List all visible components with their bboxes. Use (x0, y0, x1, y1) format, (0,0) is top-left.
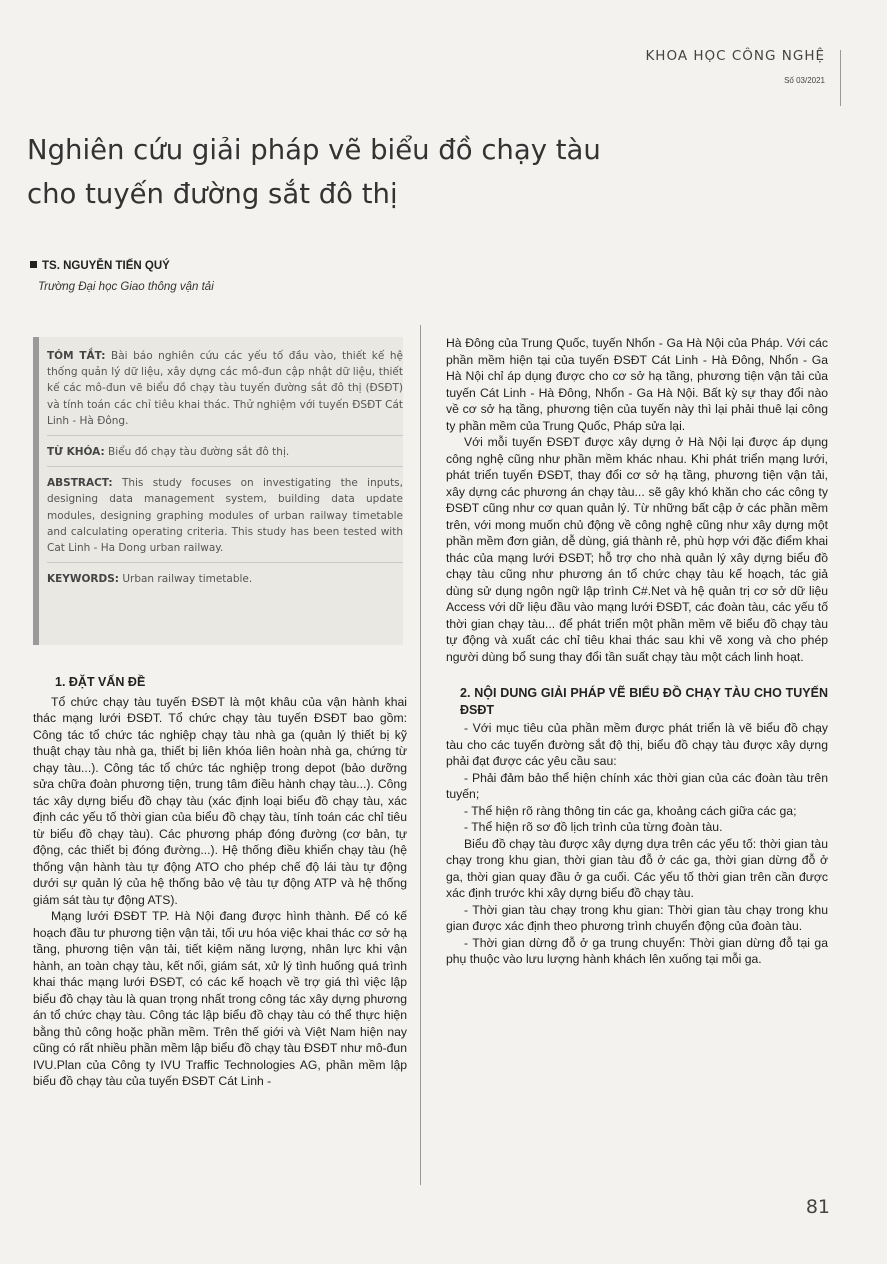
keywords-vi-block (47, 444, 403, 467)
list-item: - Thể hiện rõ ràng thông tin các ga, khoảng cách giữa các ga; (464, 803, 797, 818)
left-column (33, 674, 407, 1090)
running-header-issue: Số 03/2021 (784, 76, 825, 85)
paragraph: - Thời gian dừng đỗ ở ga trung chuyển: Thời gian dừng đỗ tại ga phụ thuộc vào lưu lượng hành khách lên xuống tại mỗi ga. (446, 935, 828, 966)
paragraph: Mạng lưới ĐSĐT TP. Hà Nội đang được hình thành. Để có kế hoạch đầu tư phương tiện vận tải, tối ưu hóa việc khai thác cơ sở hạ tầng, phương tiện vận tải, tiết kiệm năng lượng, nhân lực khi vận hành, an toàn chạy tàu, kết nối, giám sát, xử lý tình huống quá trình khai thác mạng lưới ĐSĐT, có các kế hoạch về trợ giá thì việc lập biểu đồ chạy tàu là quan trọng nhất trong công tác xây dựng phương án tổ chức chạy tàu. Công tác lập biểu đồ chạy tàu có thể thực hiện bằng thủ công hoặc phần mềm. Trên thế giới và Việt Nam hiện nay cũng có rất nhiều phần mềm lập biểu đồ chạy tàu ĐSĐT như mô-đun IVU.Plan của Công ty IVU Traffic Technologies AG, phần mềm lập biểu đồ chạy tàu của tuyến ĐSĐT Cát Linh - (33, 909, 407, 1088)
article-title-line1: Nghiên cứu giải pháp vẽ biểu đồ chạy tàu (27, 134, 601, 166)
section-heading-1: 1. ĐẶT VẤN ĐỀ (55, 675, 146, 689)
summary-text: Bài báo nghiên cứu các yếu tố đầu vào, thiết kế hệ thống quản lý dữ liệu, xây dựng các mô-đun cập nhật dữ liệu, thiết kế các mô-đun vẽ biểu đồ chạy tàu tuyến đường sắt đô thị (ĐSĐT) và tính toán các chỉ tiêu khai thác. Thử nghiệm với tuyến ĐSĐT Cát Linh - Hà Đông. (47, 350, 403, 427)
author-bullet-icon (30, 261, 37, 268)
author-line (30, 260, 170, 272)
page-number: 81 (805, 1196, 830, 1218)
abstract-en-block (47, 475, 403, 563)
header-rule (840, 50, 841, 106)
summary-block (47, 348, 403, 436)
article-title-line2: cho tuyến đường sắt đô thị (27, 178, 398, 210)
paragraph: Tổ chức chạy tàu tuyến ĐSĐT là một khâu của vận hành khai thác mạng lưới ĐSĐT. Tổ chức chạy tàu tuyến ĐSĐT bao gồm: Công tác tổ chức tác nghiệp chạy tàu nhà ga (quản lý thiết bị kỹ thuật chạy tàu nhà ga, thiết bị liên khóa liên hoàn nhà ga, chứng từ chạy tàu...). Công tác tổ chức tác nghiệp trong depot (bảo dưỡng sửa chữa đoàn phương tiện, trung tâm điều hành chạy tàu...). Công tác xây dựng biểu đồ chạy tàu (xác định loại biểu đồ chạy tàu, xác định các yếu tố thời gian của biểu đồ chạy tàu, tính toán các chỉ tiêu từ biểu đồ chạy tàu). Các phương pháp đóng đường (cơ bản, tự động, các thiết bị đóng đường...). Hệ thống điều khiển chạy tàu (hệ thống vận hành tàu tự động ATO cho phép chế độ lái tàu tự động dưới sự quản lý của hệ thống bảo vệ tàu tự động ATP và hệ thống giám sát tàu tự động ATS). (33, 694, 407, 907)
author-name: TS. NGUYỄN TIẾN QUÝ (42, 260, 170, 272)
keywords-en-label: KEYWORDS: (47, 573, 119, 586)
paragraph: - Thời gian tàu chạy trong khu gian: Thời gian tàu chạy trong khu gian được xác định theo phương trình chuyển động của đoàn tàu. (446, 902, 828, 933)
abstract-box (33, 337, 403, 645)
running-header-section: KHOA HỌC CÔNG NGHỆ (645, 48, 825, 64)
section-heading-2: 2. NỘI DUNG GIẢI PHÁP VẼ BIỂU ĐỒ CHẠY TÀU CHO TUYẾN ĐSĐT (460, 686, 828, 717)
paragraph: - Với mục tiêu của phần mềm được phát triển là vẽ biểu đồ chạy tàu cho các tuyến đường sắt độ thị, biểu đồ chạy tàu được xây dựng phải đạt được các yêu cầu sau: (446, 721, 828, 768)
paragraph: Biểu đồ chạy tàu được xây dựng dựa trên các yếu tố: thời gian tàu chạy trong khu gian, thời gian tàu đỗ ở các ga, thời gian dừng đỗ ở ga, thời gian quay đầu ở ga cuối. Các yếu tố thời gian trên cần được xác định trước khi xây dựng biểu đồ chạy tàu. (446, 836, 828, 900)
list-item: - Phải đảm bảo thể hiện chính xác thời gian của các đoàn tàu trên tuyến; (446, 770, 828, 801)
list-item: - Thể hiện rõ sơ đồ lịch trình của từng đoàn tàu. (464, 820, 723, 834)
summary-label: TÓM TẮT: (47, 350, 106, 362)
keywords-en-text: Urban railway timetable. (122, 573, 253, 586)
author-affiliation: Trường Đại học Giao thông vận tải (38, 281, 214, 293)
paragraph: Với mỗi tuyến ĐSĐT được xây dựng ở Hà Nội lại được áp dụng công nghệ cũng như phần mềm khác nhau. Khi phát triển mạng lưới, phát triển tuyến ĐSĐT, thay đổi cơ sở hạ tầng, phương tiện vận tải, xây dựng các phương án chạy tàu... sẽ gây khó khăn cho các công ty ĐSĐT cũng như cơ quan quản lý. Từ những bất cập ở các phần mềm trên, với mong muốn chủ động về công nghệ cũng như xây dựng một phần mềm đơn giản, dễ dùng, giá thành rẻ, phù hợp với đặc điểm khai thác của mạng lưới ĐSĐT; hỗ trợ cho nhà quản lý xây dựng biểu đồ chạy tàu cũng như phương án tổ chức chạy tàu kế hoạch, tác giả dùng sử dụng ngôn ngữ lập trình C#.Net và hệ quản trị cơ sở dữ liệu Access với dữ liệu đầu vào mạng lưới ĐSĐT, các đoàn tàu, các yếu tố thời gian chạy tàu... để phát triển một phần mềm vẽ biểu đồ chạy tàu tự động và xuất các chỉ tiêu khai thác sau khi vẽ xong và cho phép người dùng bổ sung thay đổi tần suất chạy tàu một cách linh hoạt. (446, 435, 828, 664)
right-column (446, 335, 828, 968)
paragraph: Hà Đông của Trung Quốc, tuyến Nhổn - Ga Hà Nội của Pháp. Với các phần mềm hiện tại của tuyến ĐSĐT Cát Linh - Hà Đông, Nhổn - Ga Hà Nội chỉ áp dụng được cho cơ sở hạ tầng, phương tiện vận tải của tuyến Cát Linh - Hà Đông, Nhổn - Ga Hà Nội. Bất kỳ sự thay đổi nào về cơ sở hạ tầng, phương tiện của tuyến này thì lại phải thuê lại công ty phần mềm của Trung Quốc, Pháp sửa lại. (446, 336, 828, 433)
abstract-label: ABSTRACT: (47, 477, 113, 490)
article-title (27, 128, 747, 216)
keywords-vi-label: TỪ KHÓA: (47, 446, 105, 459)
column-rule (420, 325, 421, 1185)
keywords-vi-text: Biểu đồ chạy tàu đường sắt đô thị. (108, 446, 290, 459)
keywords-en-block (47, 571, 403, 593)
abstract-text: This study focuses on investigating the inputs, designing data management system, building data update modules, designing graphing modules of urban railway timetable and calculating operating criteria. This study has been tested with Cat Linh - Ha Dong urban railway. (47, 477, 403, 555)
